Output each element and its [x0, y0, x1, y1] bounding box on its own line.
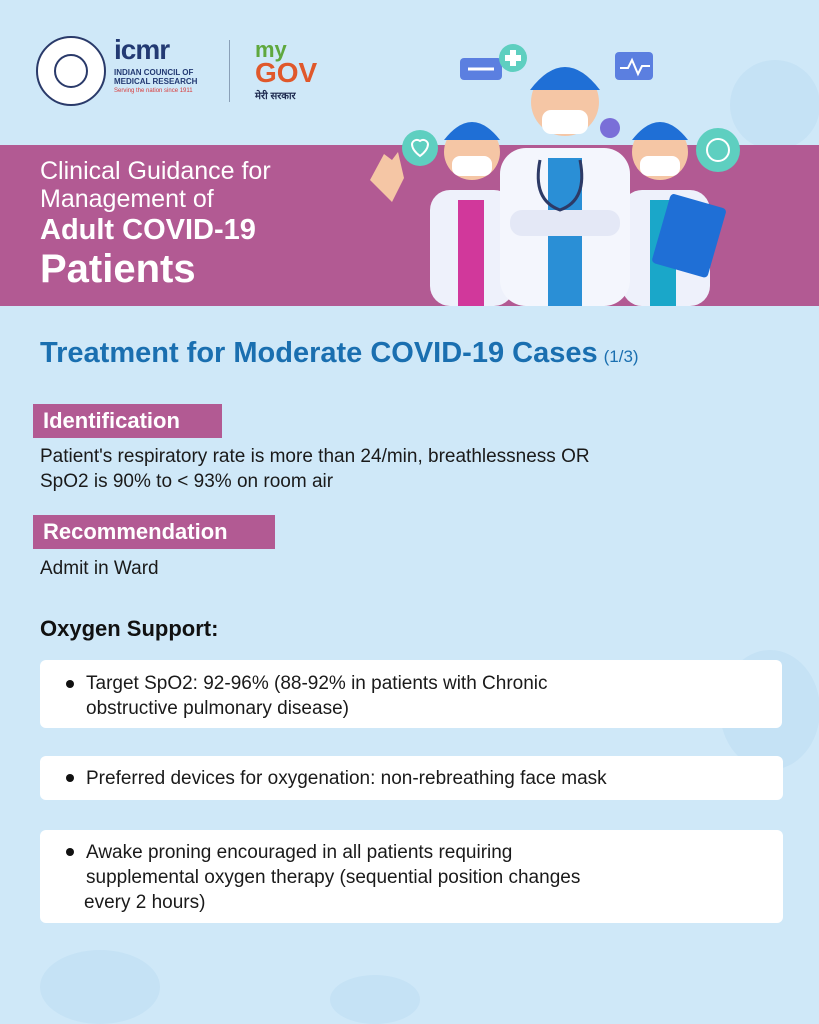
mygov-hindi: मेरी सरकार [255, 91, 296, 102]
icmr-seal-logo [36, 36, 106, 106]
logo-divider [229, 40, 230, 102]
bullet [66, 680, 74, 688]
identification-label: Identification [33, 404, 222, 438]
identification-text-line1: Patient's respiratory rate is more than 24/min, breathlessness OR [40, 446, 590, 467]
icmr-tagline: Serving the nation since 1911 [114, 88, 193, 94]
globe-icon [696, 128, 740, 172]
oxygen-item-3-line3: every 2 hours) [84, 892, 206, 913]
oxygen-item-card [40, 830, 783, 923]
icmr-full-name-line2: MEDICAL RESEARCH [114, 77, 198, 86]
mygov-logo [255, 37, 335, 102]
oxygen-item-1-line1: Target SpO2: 92-96% (88-92% in patients with Chronic [86, 673, 548, 694]
mygov-my: my [255, 37, 287, 62]
bullet [66, 848, 74, 856]
oxygen-item-card [40, 660, 782, 728]
section-title-text: Treatment for Moderate COVID-19 Cases [40, 337, 598, 369]
identification-text-line2: SpO2 is 90% to < 93% on room air [40, 471, 334, 492]
icmr-logo [114, 36, 214, 94]
recommendation-label: Recommendation [33, 515, 275, 549]
banner-line-2: Management of [40, 185, 214, 213]
banner-line-3: Adult COVID-19 [40, 214, 256, 246]
background-virus-decoration [330, 975, 420, 1024]
oxygen-support-title: Oxygen Support: [40, 616, 219, 641]
pill-icon [600, 118, 620, 138]
doctors-illustration [360, 40, 760, 306]
icmr-wordmark: icmr [114, 34, 170, 65]
oxygen-item-1-line2: obstructive pulmonary disease) [86, 698, 349, 719]
oxygen-item-3-line1: Awake proning encouraged in all patients requiring [86, 842, 513, 863]
bullet [66, 774, 74, 782]
mygov-gov: GOV [255, 57, 318, 88]
page-indicator: (1/3) [603, 347, 639, 366]
background-virus-decoration [40, 950, 160, 1024]
recommendation-text: Admit in Ward [40, 558, 159, 579]
banner-line-1: Clinical Guidance for [40, 157, 271, 185]
oxygen-item-3-line2: supplemental oxygen therapy (sequential position changes [86, 867, 581, 888]
oxygen-item-card [40, 756, 783, 800]
section-title [40, 337, 639, 370]
oxygen-item-2-line1: Preferred devices for oxygenation: non-rebreathing face mask [86, 768, 607, 789]
banner-line-4: Patients [40, 247, 196, 291]
icmr-full-name-line1: INDIAN COUNCIL OF [114, 68, 194, 77]
heart-icon [402, 130, 438, 166]
